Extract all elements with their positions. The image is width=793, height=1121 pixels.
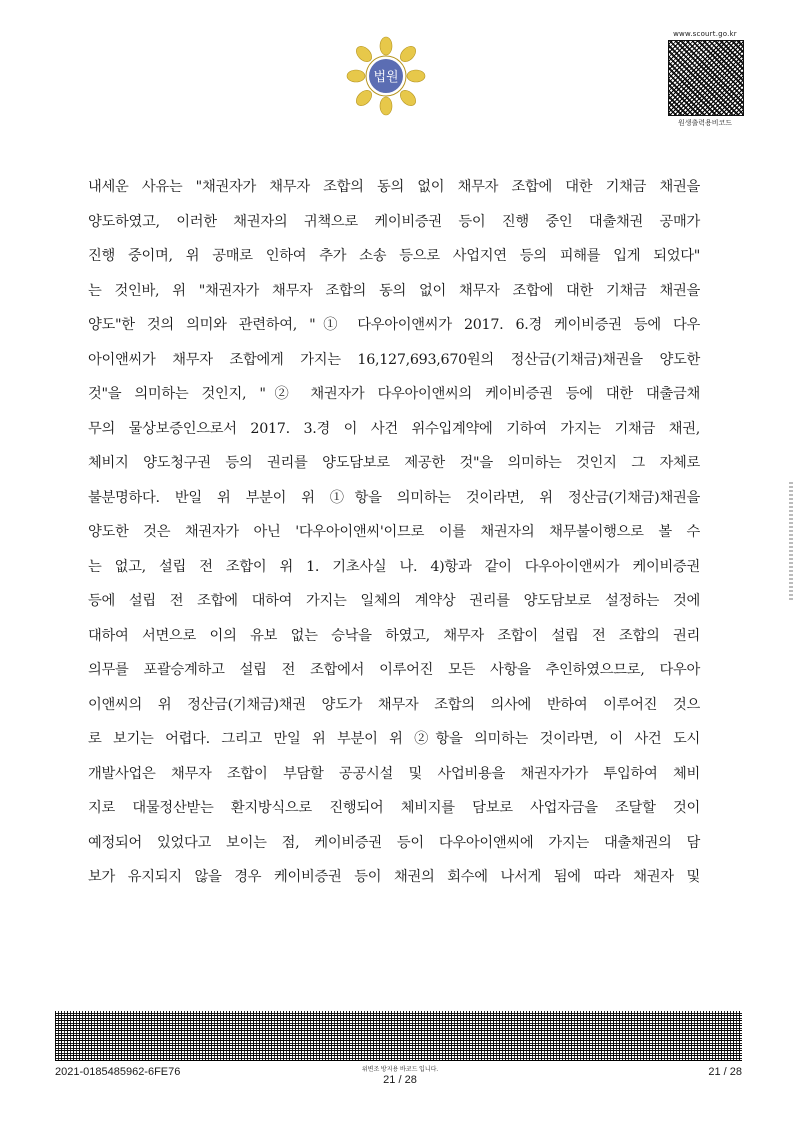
qr-code-icon [668, 40, 744, 116]
court-emblem-logo [346, 36, 426, 116]
barcode-note: 위변조 방지용 바코드 입니다. [361, 1067, 439, 1073]
body-line: 무의 물상보증인으로서 2017. 3.경 이 사건 위수입계약에 기하여 가지는 기채금 채권, [88, 420, 700, 437]
body-line: 내세운 사유는 "채권자가 채무자 조합의 동의 없이 채무자 조합에 대한 기채금 채권을 [88, 179, 700, 195]
page-number: 21 / 28 [708, 1066, 742, 1078]
emblem-text: 법원 [373, 70, 399, 85]
body-line: 의무를 포괄승계하고 설립 전 조합에서 이루어진 모든 사항을 추인하였으므로, 다우아 [88, 662, 700, 678]
document-body [88, 170, 700, 895]
body-line: 불분명하다. 반일 위 부분이 위 ①항을 의미하는 것이라면, 위 정산금(기채금)채권을 [88, 489, 700, 506]
body-line: 는 것인바, 위 "채권자가 채무자 조합의 동의 없이 채무자 조합에 대한 기채금 채권을 [88, 282, 700, 299]
qr-url: www.scourt.go.kr [673, 30, 737, 38]
body-line: 대하여 서면으로 이의 유보 없는 승낙을 하였고, 채무자 조합이 설립 전 조합의 권리 [88, 627, 700, 644]
scan-edge-mark [789, 480, 793, 600]
qr-block [668, 30, 742, 128]
body-line: 는 없고, 설립 전 조합이 위 1. 기초사실 나. 4)항과 같이 다우아이앤씨가 케이비증권 [88, 558, 700, 575]
document-id: 2021-0185485962-6FE76 [55, 1066, 181, 1078]
body-line: 양도하였고, 이러한 채권자의 귀책으로 케이비증권 등이 진행 중인 대출채권 공매가 [88, 213, 700, 230]
center-page-number: 21 / 28 [383, 1074, 417, 1086]
body-line: 보가 유지되지 않을 경우 케이비증권 등이 채권의 회수에 나서게 됨에 따라 채권자 및 [88, 869, 700, 885]
body-line: 양도한 것은 채권자가 아닌 '다우아이앤씨'이므로 이를 채권자의 채무불이행으로 볼 수 [88, 524, 700, 540]
body-line: 예정되어 있었다고 보이는 점, 케이비증권 등이 다우아이앤씨에 가지는 대출채권의 담 [88, 834, 700, 851]
qr-caption: 원생출력용비코드 [677, 119, 733, 127]
body-line: 지로 대물정산받는 환지방식으로 진행되어 체비지를 담보로 사업자금을 조달할 것이 [88, 800, 700, 816]
footer-center [345, 1066, 455, 1086]
body-line: 등에 설립 전 조합에 대하여 가지는 일체의 계약상 권리를 양도담보로 설정하는 것에 [88, 593, 700, 609]
body-line: 진행 중이며, 위 공매로 인하여 추가 소송 등으로 사업지연 등의 피해를 입게 되었다" [88, 248, 700, 264]
body-line: 개발사업은 채무자 조합이 부담할 공공시설 및 사업비용을 채권자가가 투입하여 체비 [88, 765, 700, 782]
body-line: 로 보기는 어렵다. 그리고 만일 위 부분이 위 ②항을 의미하는 것이라면, 이 사건 도시 [88, 731, 700, 747]
body-line: 체비지 양도청구권 등의 권리를 양도담보로 제공한 것"을 의미하는 것인지 그 자체로 [88, 455, 700, 471]
body-line: 아이앤씨가 채무자 조합에게 가지는 16,127,693,670원의 정산금(기채금)채권을 양도한 [88, 351, 700, 368]
body-line: 양도"한 것의 의미와 관련하여, "① 다우아이앤씨가 2017. 6.경 케이비증권 등에 다우 [88, 317, 700, 333]
body-line: 이앤씨의 위 정산금(기채금)채권 양도가 채무자 조합의 의사에 반하여 이루어진 것으 [88, 696, 700, 713]
body-line: 것"을 의미하는 것인지, "② 채권자가 다우아이앤씨의 케이비증권 등에 대한 대출금채 [88, 386, 700, 402]
anti-forgery-barcode [55, 1011, 742, 1061]
